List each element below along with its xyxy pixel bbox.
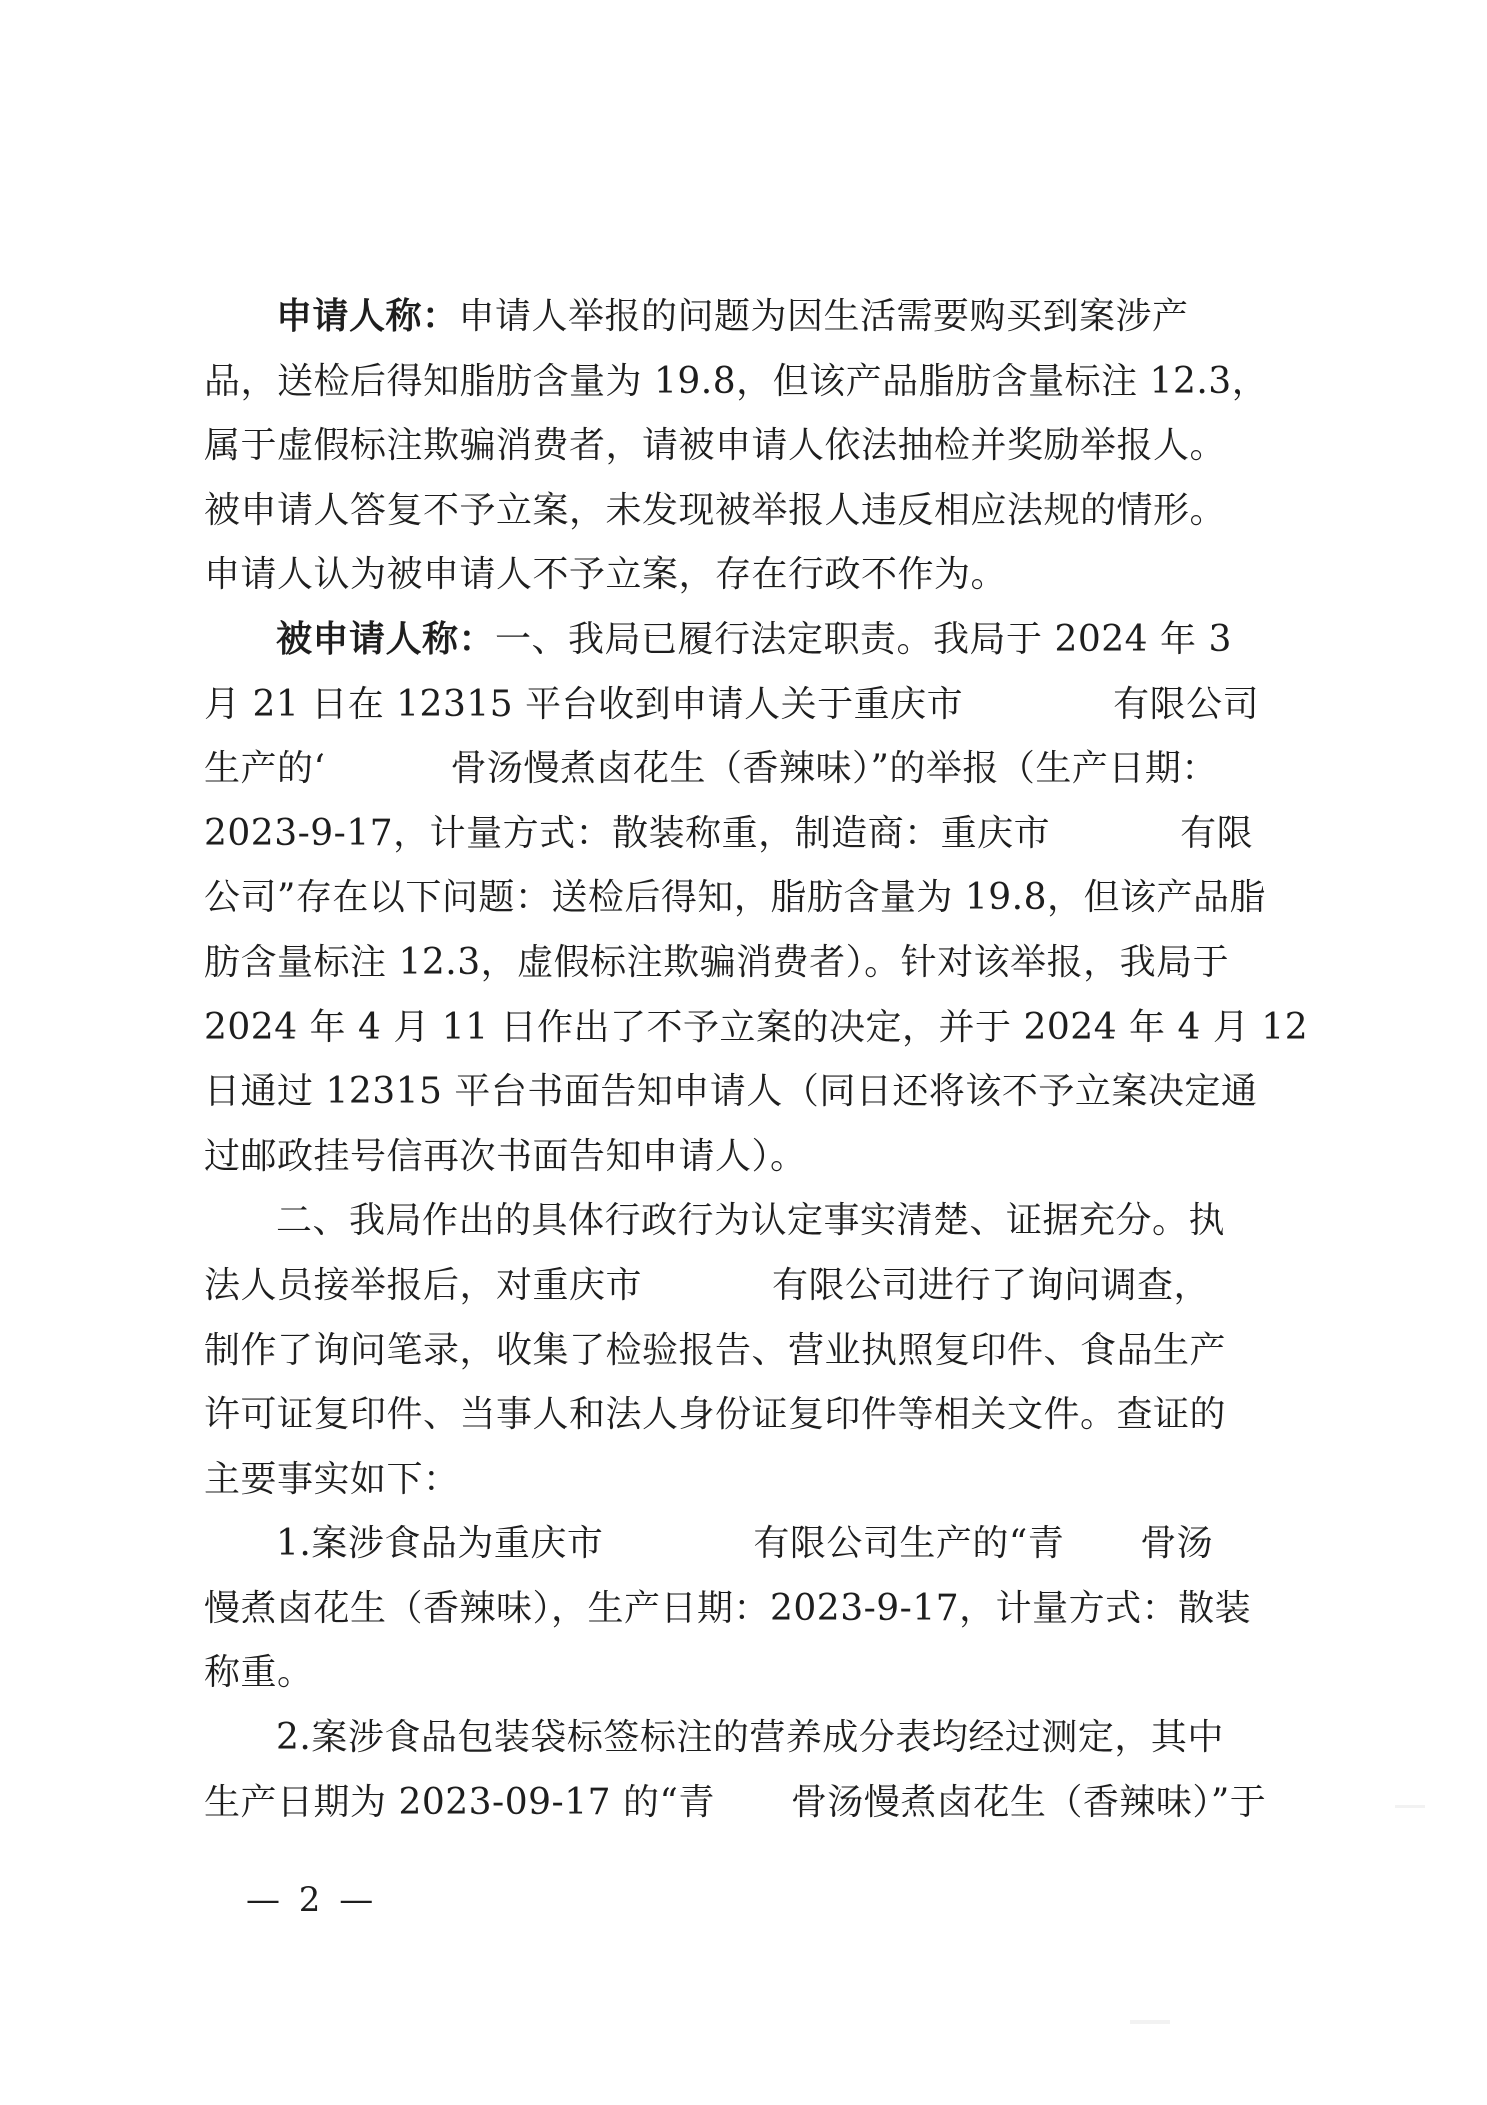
text-line: 许可证复印件、当事人和法人身份证复印件等相关文件。查证的: [204, 1394, 1227, 1436]
text-line: 日通过 12315 平台书面告知申请人（同日还将该不予立案决定通: [204, 1071, 1258, 1113]
text-line: 品，送检后得知脂肪含量为 19.8，但该产品脂肪含量标注 12.3，: [204, 360, 1269, 402]
text-line: 1.案涉食品为重庆市 有限公司生产的“青 骨汤: [276, 1523, 1214, 1565]
text-line: 制作了询问笔录，收集了检验报告、营业执照复印件、食品生产: [204, 1329, 1227, 1371]
redacted-brand-name: [325, 753, 450, 783]
scan-artifact: [1130, 2020, 1170, 2024]
text-line: 月 21 日在 12315 平台收到申请人关于重庆市 有限公司: [204, 683, 1260, 725]
text-line: 生产的‘ 骨汤慢煮卤花生（香辣味）”的举报（生产日期：: [204, 748, 1218, 790]
text-line: 称重。: [204, 1652, 314, 1694]
text-line: 被申请人答复不予立案，未发现被举报人违反相应法规的情形。: [204, 489, 1227, 531]
section-label: 被申请人称：: [276, 618, 496, 660]
redacted-company-name: [642, 1270, 772, 1300]
text-line: 2024 年 4 月 11 日作出了不予立案的决定，并于 2024 年 4 月 12: [204, 1006, 1309, 1048]
text-line: 过邮政挂号信再次书面告知申请人）。: [204, 1135, 807, 1177]
text-line: 申请人称：申请人举报的问题为因生活需要购买到案涉产: [276, 296, 1189, 337]
text-line: 法人员接举报后，对重庆市 有限公司进行了询问调查，: [204, 1264, 1211, 1306]
redacted-company-name: [963, 689, 1113, 719]
text-line: 公司”存在以下问题：送检后得知，脂肪含量为 19.8，但该产品脂: [204, 877, 1267, 919]
text-line: 二、我局作出的具体行政行为认定事实清楚、证据充分。执: [276, 1200, 1226, 1242]
scan-artifact: [1395, 1805, 1425, 1808]
redacted-company-name: [1050, 818, 1180, 848]
text-line: 慢煮卤花生（香辣味），生产日期：2023-9-17，计量方式：散装: [204, 1587, 1252, 1629]
text-line: 肪含量标注 12.3，虚假标注欺骗消费者）。针对该举报，我局于: [204, 941, 1230, 983]
document-body: [204, 285, 1309, 1835]
text-line: 申请人认为被申请人不予立案，存在行政不作为。: [204, 554, 1008, 596]
text-line: 主要事实如下：: [204, 1458, 460, 1500]
redacted-brand-name: [1064, 1528, 1140, 1558]
text-line: 属于虚假标注欺骗消费者，请被申请人依法抽检并奖励举报人。: [204, 425, 1227, 467]
text-line: 2.案涉食品包装袋标签标注的营养成分表均经过测定，其中: [276, 1717, 1224, 1759]
text-line: 生产日期为 2023-09-17 的“青 骨汤慢煮卤花生（香辣味）”于: [204, 1781, 1267, 1823]
section-label: 申请人称：: [276, 296, 459, 337]
redacted-company-name: [603, 1528, 753, 1558]
redacted-brand-name: [715, 1787, 791, 1817]
text-line: 被申请人称：一、我局已履行法定职责。我局于 2024 年 3: [276, 618, 1232, 660]
text-line: 2023-9-17，计量方式：散装称重，制造商：重庆市 有限: [204, 812, 1254, 854]
page-number: — 2 —: [246, 1880, 378, 1920]
